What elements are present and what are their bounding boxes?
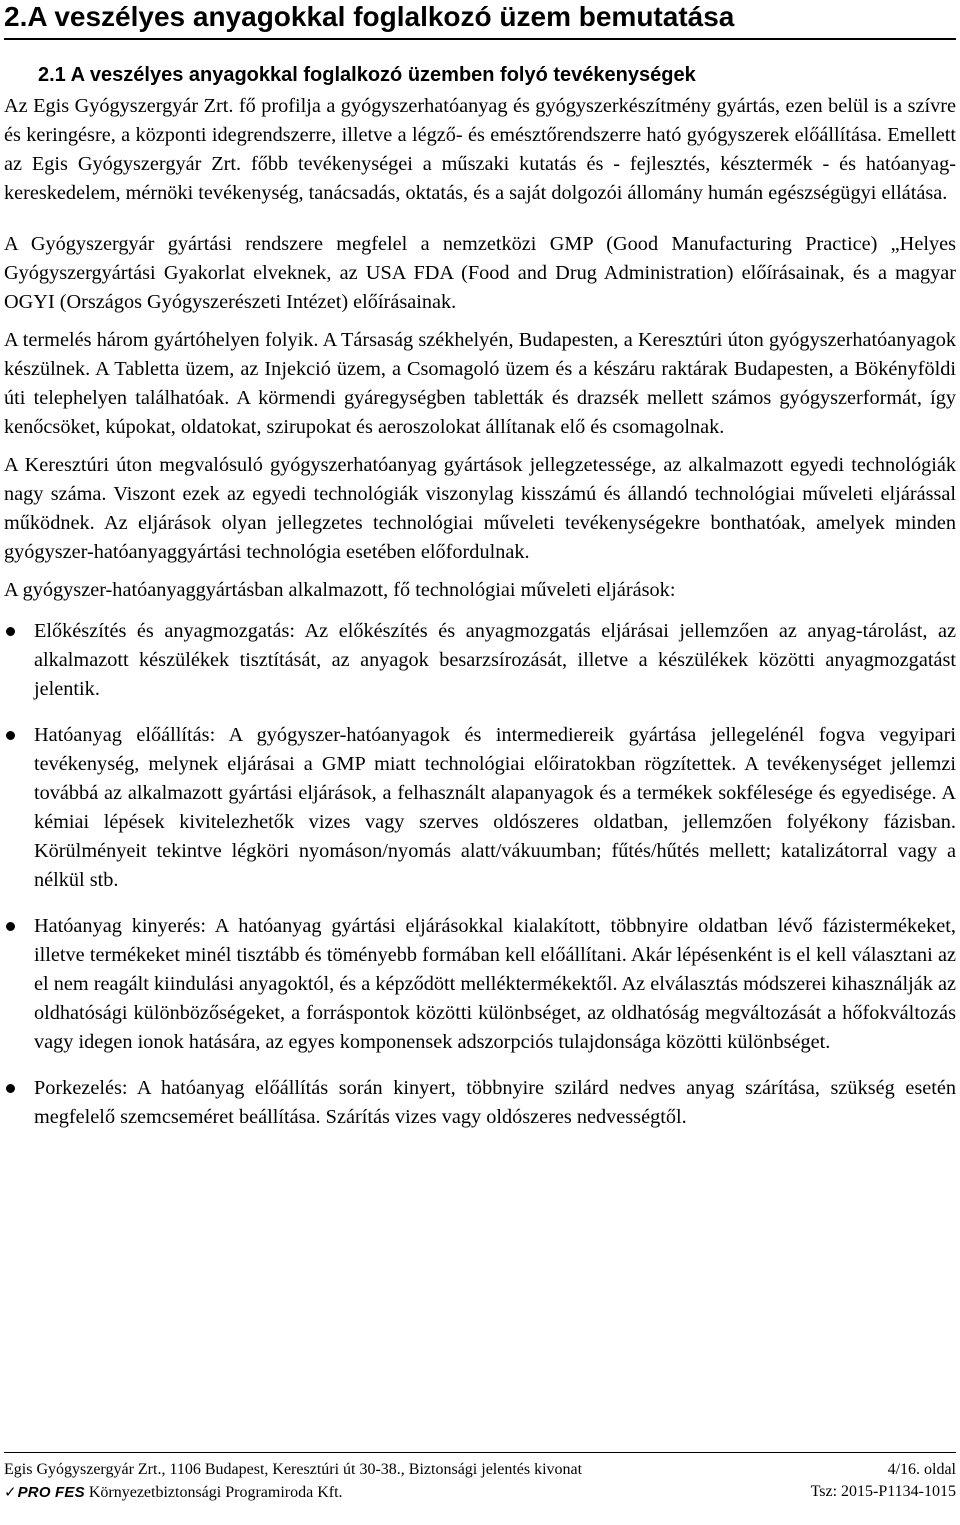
list-item-text: Porkezelés: A hatóanyag előállítás során kinyert, többnyire szilárd nedves anyag szárítása, szükség esetén megfelelő szemcseméret beállítása. Szárítás vizes vagy oldószeres nedvességtől.: [34, 1077, 956, 1128]
operations-list: [4, 617, 956, 1132]
list-item: [4, 617, 956, 704]
bullet-icon: [6, 922, 15, 931]
paragraph-operations-intro: A gyógyszer-hatóanyaggyártásban alkalmazott, fő technológiai műveleti eljárások:: [4, 579, 676, 601]
paragraph-gmp: A Gyógyszergyár gyártási rendszere megfelel a nemzetközi GMP (Good Manufacturing Practice) „Helyes Gyógyszergyártási Gyakorlat elveknek, az USA FDA (Food and Drug Administration) előírásainak, és a magyar OGYI (Országos Gyógyszerészeti Intézet) előírásainak.: [4, 233, 956, 313]
section-title: A veszélyes anyagokkal foglalkozó üzem bemutatása: [27, 1, 735, 32]
section-number: 2.: [4, 1, 28, 32]
list-item-text: Hatóanyag előállítás: A gyógyszer-hatóanyagok és intermediereik gyártása jellegelénél fogva vegyipari tevékenység, melynek eljárásai a GMP miatt technológiai előiratokban rögzítettek. A tevékenységet jellemzi továbbá az alkalmazott gyártási eljárások, a felhasznált alapanyagok és a termékek sokfélesége és egyedisége. A kémiai lépések kivitelezhetők vizes vagy szerves oldószeres oldatban, jellemzően folyékony fázisban. Körülményeit tekintve légköri nyomáson/nyomás alatt/vákuumban; fűtés/hűtés mellett; katalizátorral vagy a nélkül stb.: [34, 724, 956, 891]
bullet-icon: [6, 731, 15, 740]
list-item: [4, 912, 956, 1057]
footer-rule: [4, 1452, 956, 1453]
heading-rule: [4, 38, 956, 40]
subsection-number: 2.1: [38, 64, 66, 86]
brand-logo: PRO FES: [17, 1484, 85, 1501]
document-page: [4, 0, 956, 1132]
subsection-heading: [38, 62, 956, 88]
paragraph-technologies: A Keresztúri úton megvalósuló gyógyszerhatóanyag gyártások jellegzetessége, az alkalmazott egyedi technológiák nagy száma. Viszont ezek az egyedi technológiák viszonylag kisszámú és állandó technológiai műveleti eljárással működnek. Az eljárások olyan jellegzetes technológiai műveleti tevékenységekre bonthatóak, amelyek minden gyógyszer-hatóanyaggyártási technológia esetében előfordulnak.: [4, 454, 956, 563]
footer-document-id: Tsz: 2015-P1134-1015: [810, 1483, 956, 1500]
paragraph-sites: A termelés három gyártóhelyen folyik. A Társaság székhelyén, Budapesten, a Keresztúri úton gyógyszerhatóanyagok készülnek. A Tabletta üzem, az Injekció üzem, a Csomagoló üzem és a készáru raktárak Budapesten, a Bökényföldi úti telephelyen találhatóak. A körmendi gyáregységben tabletták és drazsék mellett számos gyógyszerformát, így kenőcsöket, kúpokat, oldatokat, szirupokat és aeroszolokat állítanak elő és csomagolnak.: [4, 329, 956, 438]
bullet-icon: [6, 627, 15, 636]
footer-company-block: [4, 1481, 343, 1504]
bullet-icon: [6, 1084, 15, 1093]
list-item: [4, 721, 956, 895]
list-item: [4, 1074, 956, 1132]
paragraph-profile: Az Egis Gyógyszergyár Zrt. fő profilja a gyógyszerhatóanyag és gyógyszerkészítmény gyártás, ezen belül is a szívre és keringésre, a központi idegrendszerre, illetve a légző- és emésztőrendszerre ható gyógyszerek előállítása. Emellett az Egis Gyógyszergyár Zrt. főbb tevékenységei a műszaki kutatás és - fejlesztés, késztermék - és hatóanyag-kereskedelem, mérnöki tevékenység, tanácsadás, oktatás, és a saját dolgozói állomány humán egészségügyi ellátása.: [4, 95, 956, 204]
footer-row-1: [4, 1459, 956, 1481]
footer-address: Egis Gyógyszergyár Zrt., 1106 Budapest, Keresztúri út 30-38., Biztonsági jelentés kivonat: [4, 1461, 583, 1478]
page-footer: [4, 1452, 956, 1504]
footer-page-number: 4/16. oldal: [887, 1461, 956, 1478]
section-heading: [4, 0, 956, 34]
subsection-title: A veszélyes anyagokkal foglalkozó üzemben folyó tevékenységek: [70, 64, 696, 86]
footer-company: Környezetbiztonsági Programiroda Kft.: [84, 1484, 343, 1501]
check-icon: ✓: [4, 1483, 17, 1501]
footer-row-2: [4, 1481, 956, 1504]
list-item-text: Előkészítés és anyagmozgatás: Az előkészítés és anyagmozgatás eljárásai jellemzően az anyag-tárolást, az alkalmazott készülékek tisztítását, az anyagok besarzsírozását, illetve a készülékek közötti anyagmozgatást jelentik.: [34, 620, 956, 700]
list-item-text: Hatóanyag kinyerés: A hatóanyag gyártási eljárásokkal kialakított, többnyire oldatban lévő fázistermékeket, illetve termékeket minél tisztább és töményebb formában kell előállítani. Akár lépésenként is el kell választani az el nem reagált kiindulási anyagoktól, és a képződött melléktermékektől. Az elválasztás módszerei kihasználják az oldhatósági különbözőségeket, a forráspontok közötti különbséget, az oldhatóság megváltozását a hőfokváltozás vagy idegen ionok hatására, az egyes komponensek adszorpciós tulajdonsága közötti különbséget.: [34, 915, 956, 1053]
